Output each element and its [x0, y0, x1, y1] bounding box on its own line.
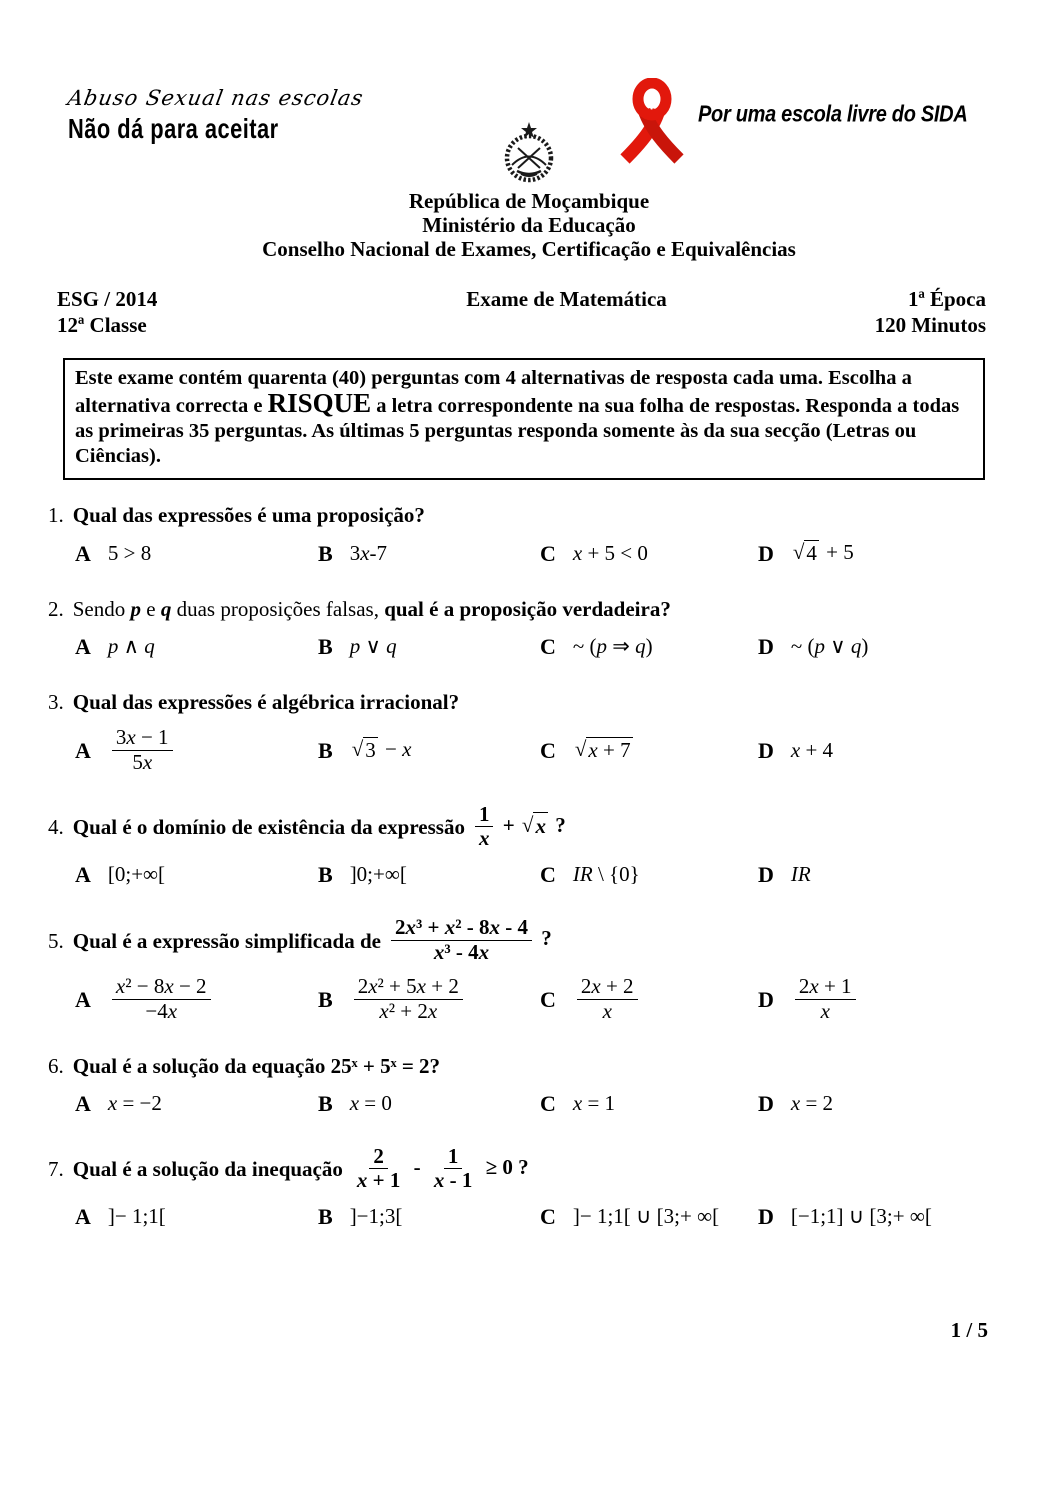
question-text-segment: Qual é a solução da inequação	[72, 1156, 343, 1181]
question-lead	[48, 917, 1001, 964]
question-text-segment: Qual das expressões é uma proposição?	[72, 503, 425, 527]
option-A	[75, 634, 318, 659]
header-country: República de Moçambique	[408, 189, 650, 213]
option-value: x + 5 < 0	[572, 540, 648, 565]
question-text-segment: e	[141, 597, 161, 621]
fraction	[430, 1143, 477, 1193]
option-value: 3x-7	[349, 540, 388, 565]
option-value: 5 > 8	[107, 540, 152, 565]
option-B	[318, 973, 540, 1023]
header-council: Conselho Nacional de Exames, Certificação e Equivalências	[262, 237, 796, 261]
option-value	[108, 973, 215, 1023]
question-math: $\frac{2}{x + 1}$ - $\frac{1}{x - 1}$ ≥ 0 ?	[349, 1146, 529, 1193]
radical-sign: √	[574, 737, 587, 762]
option-letter: B	[318, 986, 333, 1012]
option-D	[758, 1091, 1001, 1116]
question-text	[73, 1156, 343, 1182]
option-letter: B	[318, 1090, 333, 1116]
option-C	[540, 862, 758, 887]
option-value	[108, 727, 177, 774]
fraction	[353, 1143, 404, 1193]
question-number: 7.	[48, 1156, 64, 1181]
question-options	[48, 973, 1001, 1023]
exam-duration: 120 Minutos	[874, 313, 986, 337]
option-letter: A	[75, 634, 91, 659]
fraction-denominator: x - 1	[433, 1168, 473, 1193]
option-letter: A	[75, 862, 91, 888]
option-letter: D	[758, 634, 774, 659]
option-B	[318, 541, 540, 566]
question-lead	[48, 689, 1001, 715]
fraction	[354, 973, 463, 1023]
option-letter: C	[540, 1090, 556, 1116]
option-letter: D	[758, 986, 774, 1012]
question-text-segment: Qual é o domínio de existência da expressão	[72, 814, 465, 839]
option-letter: D	[758, 540, 774, 566]
question-lead	[48, 1053, 1001, 1079]
fraction-denominator: −4x	[145, 998, 178, 1023]
ribbon-motto: Por uma escola livre do SIDA	[698, 102, 968, 128]
option-value: x = 1	[572, 1090, 616, 1115]
question-text-segment: Qual é a solução da equação 25ˣ + 5ˣ = 2?	[72, 1053, 441, 1078]
question-number: 4.	[48, 814, 64, 839]
option-value: ]0;+∞[	[349, 862, 407, 887]
option-value	[573, 973, 642, 1023]
question-text	[73, 596, 671, 622]
question-options	[48, 727, 1001, 774]
fraction	[112, 973, 211, 1023]
option-A	[75, 1091, 318, 1116]
fraction-numerator: 2x² + 5x + 2	[354, 976, 463, 1000]
option-A	[75, 862, 318, 887]
question-lead	[48, 596, 1001, 622]
fraction-numerator: x² − 8x − 2	[112, 976, 211, 1000]
exam-info-right	[816, 286, 986, 338]
option-value: [0;+∞[	[107, 862, 166, 887]
question-text	[73, 689, 459, 715]
instructions-highlight: RISQUE	[267, 388, 372, 418]
option-letter: B	[318, 737, 333, 763]
question-options	[48, 634, 1001, 659]
radical-sign: √	[521, 812, 534, 837]
exam-info	[57, 286, 986, 338]
fraction-numerator: 1	[444, 1146, 463, 1170]
option-value: √ 4 + 5	[792, 540, 854, 565]
campaign-slogan-bold: Não dá para aceitar	[68, 113, 279, 145]
option-B	[318, 737, 540, 763]
option-value: x = 0	[349, 1090, 392, 1115]
option-letter: C	[540, 540, 556, 566]
fraction	[391, 917, 532, 964]
radical-body: 3	[365, 738, 376, 763]
fraction	[795, 973, 856, 1023]
option-value: [−1;1] ∪ [3;+ ∞[	[790, 1204, 932, 1229]
option-D	[758, 738, 1001, 763]
option-letter: B	[318, 634, 333, 659]
header-ministry: Ministério da Educação	[422, 213, 636, 237]
mozambique-emblem-icon	[497, 122, 561, 184]
question-number: 2.	[48, 597, 64, 621]
option-A	[75, 1204, 318, 1229]
question-1	[48, 502, 1001, 566]
radical	[793, 540, 819, 566]
question-number: 5.	[48, 928, 64, 953]
question-3	[48, 689, 1001, 774]
option-letter: C	[540, 1204, 556, 1230]
option-value: IR \ {0}	[572, 862, 640, 887]
fraction	[475, 801, 494, 851]
option-letter: A	[75, 986, 91, 1012]
fraction-denominator: x³ - 4x	[433, 940, 490, 965]
question-text-segment: Qual é a expressão simplificada de	[72, 928, 381, 953]
fraction-denominator: 5x	[132, 749, 153, 774]
option-value	[350, 973, 467, 1023]
question-text-segment: Sendo	[72, 597, 131, 621]
radical	[575, 737, 633, 763]
radical-sign: √	[351, 737, 364, 762]
option-B	[318, 634, 540, 659]
option-C	[540, 737, 758, 763]
radical-body: x	[535, 813, 546, 838]
option-C	[540, 1091, 758, 1116]
question-lead	[48, 801, 1001, 851]
exam-info-left	[57, 286, 317, 338]
question-5	[48, 917, 1001, 1022]
option-letter: D	[758, 862, 774, 888]
exam-epoch: 1ª Época	[907, 287, 986, 311]
fraction-denominator: x	[820, 998, 830, 1023]
exam-program: ESG / 2014	[57, 287, 158, 311]
question-options	[48, 862, 1001, 887]
fraction-numerator: 2x³ + x² - 8x - 4	[391, 917, 532, 941]
option-value: ]−1;3[	[349, 1204, 403, 1229]
question-text-segment: qual é a proposição verdadeira?	[384, 597, 671, 621]
radical-body: 4	[806, 541, 817, 565]
option-C	[540, 541, 758, 566]
fraction-numerator: 2x + 1	[795, 976, 856, 1000]
option-A	[75, 541, 318, 566]
question-options	[48, 540, 1001, 566]
campaign-slogan-block	[65, 86, 366, 145]
option-letter: A	[75, 1090, 91, 1116]
radical	[352, 737, 378, 763]
option-value: ]− 1;1[ ∪ [3;+ ∞[	[572, 1204, 720, 1229]
question-4	[48, 801, 1001, 888]
question-7	[48, 1143, 1001, 1230]
question-number: 3.	[48, 690, 64, 714]
question-text-segment: Qual das expressões é algébrica irracional?	[72, 690, 460, 714]
radical-body: x + 7	[588, 738, 631, 763]
option-letter: D	[758, 1204, 774, 1230]
option-value: ]− 1;1[	[107, 1204, 166, 1229]
fraction	[112, 727, 173, 774]
option-value: p ∧ q	[107, 634, 155, 658]
exam-subject: Exame de Matemática	[466, 287, 667, 311]
option-letter: C	[540, 634, 556, 659]
question-list	[48, 502, 1001, 1229]
fraction	[577, 973, 638, 1023]
option-value	[791, 973, 860, 1023]
option-B	[318, 1204, 540, 1229]
fraction-denominator: x	[602, 998, 612, 1023]
option-D	[758, 540, 1001, 566]
option-value	[573, 737, 635, 763]
question-2	[48, 596, 1001, 659]
question-math: $\frac{\text{2x³ + x² - 8x - 4}}{\text{x³ - 4x}}$ ?	[387, 917, 552, 964]
option-letter: C	[540, 737, 556, 763]
option-D	[758, 634, 1001, 659]
fraction-numerator: 1	[475, 804, 494, 828]
option-letter: D	[758, 737, 774, 763]
option-value: ~ (p ⇒ q)	[572, 634, 653, 658]
radical	[522, 812, 548, 839]
option-letter: A	[75, 1204, 91, 1230]
exam-grade: 12ª Classe	[57, 313, 147, 337]
question-text-segment: q	[160, 597, 172, 621]
fraction-numerator: 2	[369, 1146, 388, 1170]
option-D	[758, 862, 1001, 887]
question-text	[73, 502, 425, 528]
option-B	[318, 862, 540, 887]
option-C	[540, 973, 758, 1023]
option-value: p ∨ q	[349, 634, 397, 658]
option-B	[318, 1091, 540, 1116]
question-math: $\frac{1}{x}$ + √ x ?	[471, 804, 566, 851]
aids-ribbon-icon	[614, 78, 690, 168]
option-letter: A	[75, 737, 91, 763]
option-value: x + 4	[790, 737, 834, 762]
question-options	[48, 1204, 1001, 1229]
option-letter: C	[540, 862, 556, 888]
aids-campaign-banner	[614, 78, 967, 168]
instructions-part2: a letra correspondente na sua folha de respostas. Responda a todas as primeiras 35 perguntas. As últimas 5 perguntas responda somente às da sua secção (Letras ou Ciências).	[75, 395, 960, 467]
option-D	[758, 1204, 1001, 1229]
fraction-numerator: 3x − 1	[112, 727, 173, 751]
question-lead	[48, 502, 1001, 528]
fraction-denominator: x + 1	[356, 1168, 401, 1193]
instructions-part1: Este exame contém quarenta (40) perguntas com 4 alternativas de resposta cada uma. Escolha a alternativa correcta e	[75, 367, 912, 417]
question-number: 1.	[48, 503, 64, 527]
question-number: 6.	[48, 1053, 64, 1078]
option-letter: B	[318, 862, 333, 888]
instructions-box	[63, 358, 985, 480]
option-letter: A	[75, 540, 91, 566]
option-value: x = 2	[790, 1090, 834, 1115]
option-C	[540, 634, 758, 659]
question-options	[48, 1091, 1001, 1116]
option-value: √ 3 − x	[351, 737, 412, 763]
option-letter: D	[758, 1090, 774, 1116]
option-value: ~ (p ∨ q)	[790, 634, 869, 658]
fraction-denominator: x² + 2x	[379, 998, 438, 1023]
option-letter: B	[318, 1204, 333, 1230]
option-letter: B	[318, 540, 333, 566]
question-lead	[48, 1143, 1001, 1193]
question-text	[73, 1053, 440, 1079]
option-D	[758, 973, 1001, 1023]
option-A	[75, 727, 318, 774]
option-value: x = −2	[107, 1090, 162, 1115]
option-C	[540, 1204, 758, 1229]
question-text-segment: p	[130, 597, 141, 621]
option-value: IR	[790, 862, 811, 887]
fraction-numerator: 2x + 2	[577, 976, 638, 1000]
option-letter: C	[540, 986, 556, 1012]
option-A	[75, 973, 318, 1023]
radical-sign: √	[792, 540, 805, 564]
campaign-slogan-script: Abuso Sexual nas escolas	[65, 86, 366, 110]
page-number: 1 / 5	[950, 1318, 988, 1342]
fraction-denominator: x	[478, 826, 490, 851]
question-6	[48, 1053, 1001, 1116]
question-text-segment: duas proposições falsas,	[171, 597, 385, 621]
question-text	[73, 814, 465, 840]
question-text	[73, 928, 381, 954]
